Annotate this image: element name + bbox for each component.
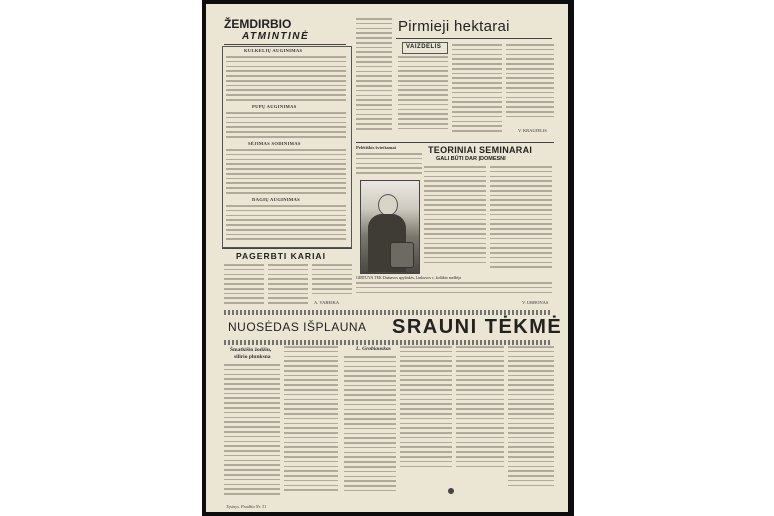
masthead-underline: [224, 44, 346, 45]
bottom-col-1: [224, 364, 280, 502]
atmintine-text-4: [226, 205, 346, 243]
pagerbti-text-col1: [224, 264, 264, 308]
seminar-headline: TEORINIAI SEMINARAI: [428, 145, 533, 155]
left-subheadline-line2: silirio plunksna: [234, 354, 271, 360]
left-subheadline-line1: Šmatkišio žodžiu,: [230, 347, 272, 353]
masthead-title-line2: ATMINTINĖ: [242, 31, 310, 42]
pagerbti-top-rule: [222, 248, 352, 249]
continuation-note: Tęsinys. Pradžia Nr. 31: [226, 504, 267, 509]
vaizdelis-label: VAIZDELIS: [406, 44, 442, 50]
section-ornament-top: [224, 310, 550, 315]
narrow-column-text: [356, 18, 392, 138]
seminar-text-col1: [424, 166, 486, 270]
pirmieji-underline: [396, 38, 552, 39]
seminar-subheadline: GALI BŪTI DAR ĮDOMESNI: [436, 156, 506, 162]
section-heading-kulkeliu: KULKELIŲ AUGINIMAS: [244, 48, 303, 53]
vaizdelis-text-col2: [452, 44, 502, 138]
atmintine-text-3: [226, 149, 346, 197]
vaizdelis-signature: V. KRAUJELIS: [518, 128, 547, 133]
nuosedas-headline: NUOSĖDAS IŠPLAUNA: [228, 320, 367, 334]
atmintine-text-1: [226, 56, 346, 104]
pagerbti-text-col2: [268, 264, 308, 308]
bottom-col-3: [344, 356, 396, 502]
end-mark: [448, 488, 454, 494]
section-ornament-bottom: [224, 340, 550, 345]
byline: L. Grobiauskas: [356, 346, 391, 352]
bottom-col-6: [508, 346, 554, 496]
seminar-text-col2: [490, 166, 552, 274]
newspaper-page: [206, 4, 568, 512]
section-heading-dagiu: DAGIŲ AUGINIMAS: [252, 197, 301, 202]
bottom-col-4: [400, 346, 452, 476]
pirmieji-hektarai-headline: Pirmieji hektarai: [398, 18, 510, 35]
section-heading-sejimas: SĖJIMAS SODINIMAS: [248, 141, 301, 146]
signoff-urbonas: V. URBONAS: [522, 300, 549, 305]
photo-caption-body: [356, 282, 552, 298]
masthead-title-line1: ŽEMDIRBIO: [224, 17, 292, 31]
vaizdelis-text-col1: [398, 56, 448, 138]
photo-caption: GIRTUVA TEK Dainavos apylinkės, Linkuvos r., kolūkio melžėja: [356, 275, 462, 280]
photo-figure-pail: [390, 242, 414, 268]
bottom-col-5: [456, 346, 504, 476]
section-heading-pupu: PUPŲ AUGINIMAS: [252, 104, 297, 109]
top-section-divider: [356, 142, 554, 143]
pagerbti-kariai-headline: PAGERBTI KARIAI: [236, 251, 326, 261]
bottom-col-2: [284, 346, 338, 502]
photo-kicker: Pelėtiškis šviečiamai: [356, 145, 396, 150]
srauni-tekme-headline: SRAUNI TĖKMĖ: [392, 316, 563, 338]
photo-figure-head: [378, 194, 398, 216]
pagerbti-text-col3: [312, 264, 352, 298]
vaizdelis-text-col3: [506, 44, 554, 126]
atmintine-text-2: [226, 112, 346, 140]
photo-intro-text: [356, 153, 422, 177]
signoff-vareika: A. VAREIKA: [314, 300, 340, 305]
